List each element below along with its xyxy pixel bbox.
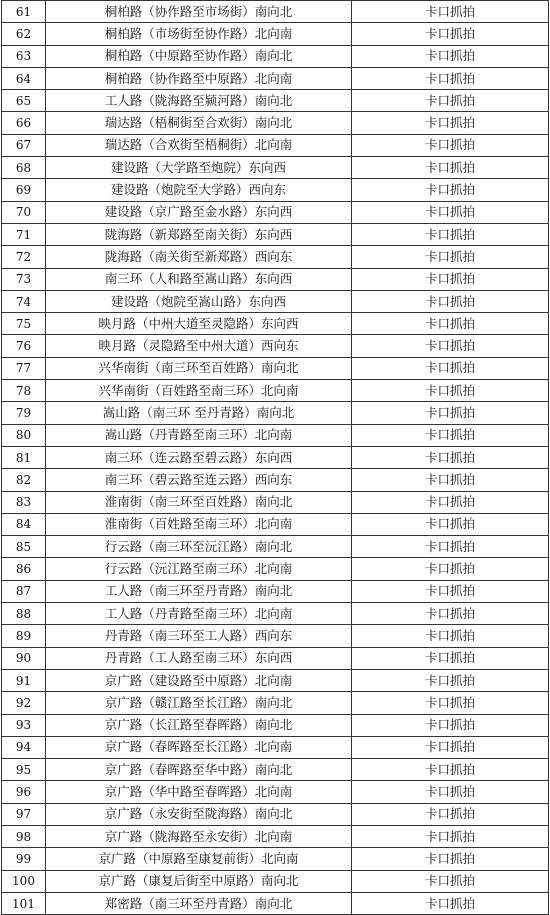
- table-row: [2, 848, 549, 870]
- table-row: [2, 491, 549, 513]
- road-section: 建设路（炮院至大学路）西向东: [46, 179, 352, 201]
- road-section: 工人路（陇海路至颍河路）南向北: [46, 90, 352, 112]
- row-number: 65: [2, 90, 46, 112]
- capture-method: 卡口抓拍: [352, 513, 549, 535]
- row-number: 79: [2, 402, 46, 424]
- capture-method: 卡口抓拍: [352, 179, 549, 201]
- capture-method: 卡口抓拍: [352, 580, 549, 602]
- row-number: 100: [2, 870, 46, 892]
- capture-method: 卡口抓拍: [352, 736, 549, 758]
- table-row: [2, 290, 549, 312]
- capture-method: 卡口抓拍: [352, 446, 549, 468]
- table-row: [2, 335, 549, 357]
- capture-method: 卡口抓拍: [352, 848, 549, 870]
- row-number: 84: [2, 513, 46, 535]
- road-section: 映月路（灵隐路至中州大道）西向东: [46, 335, 352, 357]
- table-row: [2, 825, 549, 847]
- road-section: 桐柏路（市场街至协作路）北向南: [46, 23, 352, 45]
- table-row: [2, 380, 549, 402]
- road-section: 兴华南街（百姓路至南三环）北向南: [46, 380, 352, 402]
- road-section: 京广路（华中路至春晖路）北向南: [46, 781, 352, 803]
- road-section: 南三环（碧云路至连云路）西向东: [46, 469, 352, 491]
- row-number: 71: [2, 223, 46, 245]
- table-row: [2, 669, 549, 691]
- capture-method: 卡口抓拍: [352, 357, 549, 379]
- table-row: [2, 402, 549, 424]
- row-number: 70: [2, 201, 46, 223]
- table-row: [2, 781, 549, 803]
- row-number: 73: [2, 268, 46, 290]
- road-section: 京广路（康复后街至中原路）南向北: [46, 870, 352, 892]
- capture-method: 卡口抓拍: [352, 335, 549, 357]
- table-row: [2, 625, 549, 647]
- road-section: 京广路（陇海路至永安街）北向南: [46, 825, 352, 847]
- table-row: [2, 469, 549, 491]
- row-number: 76: [2, 335, 46, 357]
- road-section: 建设路（京广路至金水路）东向西: [46, 201, 352, 223]
- capture-method: 卡口抓拍: [352, 625, 549, 647]
- road-section: 行云路（沅江路至南三环）北向南: [46, 558, 352, 580]
- row-number: 62: [2, 23, 46, 45]
- table-row: [2, 736, 549, 758]
- table-row: [2, 647, 549, 669]
- table-row: [2, 45, 549, 67]
- row-number: 81: [2, 446, 46, 468]
- row-number: 86: [2, 558, 46, 580]
- capture-method: 卡口抓拍: [352, 290, 549, 312]
- table-row: [2, 357, 549, 379]
- row-number: 99: [2, 848, 46, 870]
- capture-method: 卡口抓拍: [352, 201, 549, 223]
- table-row: [2, 67, 549, 89]
- table-row: [2, 246, 549, 268]
- row-number: 80: [2, 424, 46, 446]
- road-section: 京广路（春晖路至长江路）北向南: [46, 736, 352, 758]
- capture-method: 卡口抓拍: [352, 67, 549, 89]
- road-section: 兴华南街（南三环至百姓路）南向北: [46, 357, 352, 379]
- road-section: 桐柏路（协作路至中原路）北向南: [46, 67, 352, 89]
- capture-method: 卡口抓拍: [352, 268, 549, 290]
- capture-method: 卡口抓拍: [352, 647, 549, 669]
- row-number: 72: [2, 246, 46, 268]
- capture-method: 卡口抓拍: [352, 491, 549, 513]
- row-number: 67: [2, 134, 46, 156]
- row-number: 91: [2, 669, 46, 691]
- road-section: 陇海路（新郑路至南关街）东向西: [46, 223, 352, 245]
- capture-method: 卡口抓拍: [352, 246, 549, 268]
- row-number: 78: [2, 380, 46, 402]
- road-section: 丹青路（工人路至南三环）东向西: [46, 647, 352, 669]
- road-section: 瑞达路（梧桐街至合欢街）南向北: [46, 112, 352, 134]
- capture-method: 卡口抓拍: [352, 558, 549, 580]
- row-number: 68: [2, 157, 46, 179]
- road-section: 嵩山路（南三环 至丹青路）南向北: [46, 402, 352, 424]
- row-number: 82: [2, 469, 46, 491]
- capture-method: 卡口抓拍: [352, 90, 549, 112]
- table-row: [2, 446, 549, 468]
- road-section: 京广路（中原路至康复前街）北向南: [46, 848, 352, 870]
- row-number: 64: [2, 67, 46, 89]
- road-section: 京广路（长江路至春晖路）南向北: [46, 714, 352, 736]
- table-row: [2, 870, 549, 892]
- road-section: 京广路（建设路至中原路）北向南: [46, 669, 352, 691]
- table-row: [2, 90, 549, 112]
- road-section: 桐柏路（中原路至协作路）南向北: [46, 45, 352, 67]
- capture-method: 卡口抓拍: [352, 536, 549, 558]
- row-number: 89: [2, 625, 46, 647]
- row-number: 85: [2, 536, 46, 558]
- capture-method: 卡口抓拍: [352, 603, 549, 625]
- table-row: [2, 803, 549, 825]
- capture-method: 卡口抓拍: [352, 825, 549, 847]
- table-row: [2, 692, 549, 714]
- table-row: [2, 23, 549, 45]
- capture-method: 卡口抓拍: [352, 313, 549, 335]
- row-number: 87: [2, 580, 46, 602]
- capture-method: 卡口抓拍: [352, 223, 549, 245]
- table-row: [2, 759, 549, 781]
- road-section: 淮南街（百姓路至南三环）北向南: [46, 513, 352, 535]
- road-section: 工人路（南三环至丹青路）南向北: [46, 580, 352, 602]
- row-number: 93: [2, 714, 46, 736]
- road-section: 京广路（春晖路至华中路）南向北: [46, 759, 352, 781]
- row-number: 97: [2, 803, 46, 825]
- table-row: [2, 134, 549, 156]
- row-number: 77: [2, 357, 46, 379]
- row-number: 74: [2, 290, 46, 312]
- row-number: 75: [2, 313, 46, 335]
- road-section: 郑密路（南三环至丹青路）南向北: [46, 892, 352, 914]
- road-section: 工人路（丹青路至南三环）北向南: [46, 603, 352, 625]
- table-body: [2, 1, 549, 915]
- row-number: 66: [2, 112, 46, 134]
- camera-location-table: [1, 0, 549, 915]
- table-row: [2, 268, 549, 290]
- road-section: 南三环（连云路至碧云路）东向西: [46, 446, 352, 468]
- road-section: 丹青路（南三环至工人路）西向东: [46, 625, 352, 647]
- table-row: [2, 179, 549, 201]
- table-row: [2, 1, 549, 23]
- row-number: 83: [2, 491, 46, 513]
- capture-method: 卡口抓拍: [352, 1, 549, 23]
- table-row: [2, 580, 549, 602]
- road-section: 建设路（大学路至炮院）东向西: [46, 157, 352, 179]
- table-row: [2, 603, 549, 625]
- row-number: 101: [2, 892, 46, 914]
- capture-method: 卡口抓拍: [352, 380, 549, 402]
- table-row: [2, 424, 549, 446]
- table-row: [2, 714, 549, 736]
- road-section: 南三环（人和路至嵩山路）东向西: [46, 268, 352, 290]
- capture-method: 卡口抓拍: [352, 669, 549, 691]
- capture-method: 卡口抓拍: [352, 692, 549, 714]
- road-section: 淮南街（南三环至百姓路）南向北: [46, 491, 352, 513]
- row-number: 63: [2, 45, 46, 67]
- capture-method: 卡口抓拍: [352, 424, 549, 446]
- capture-method: 卡口抓拍: [352, 45, 549, 67]
- road-section: 映月路（中州大道至灵隐路）东向西: [46, 313, 352, 335]
- capture-method: 卡口抓拍: [352, 781, 549, 803]
- table-row: [2, 201, 549, 223]
- capture-method: 卡口抓拍: [352, 469, 549, 491]
- row-number: 96: [2, 781, 46, 803]
- road-section: 京广路（永安街至陇海路）南向北: [46, 803, 352, 825]
- table-row: [2, 892, 549, 914]
- capture-method: 卡口抓拍: [352, 759, 549, 781]
- capture-method: 卡口抓拍: [352, 112, 549, 134]
- table-row: [2, 558, 549, 580]
- row-number: 95: [2, 759, 46, 781]
- table-row: [2, 513, 549, 535]
- road-section: 京广路（赣江路至长江路）南向北: [46, 692, 352, 714]
- road-section: 嵩山路（丹青路至南三环）北向南: [46, 424, 352, 446]
- capture-method: 卡口抓拍: [352, 870, 549, 892]
- row-number: 88: [2, 603, 46, 625]
- table-row: [2, 536, 549, 558]
- table-row: [2, 112, 549, 134]
- capture-method: 卡口抓拍: [352, 402, 549, 424]
- row-number: 90: [2, 647, 46, 669]
- capture-method: 卡口抓拍: [352, 134, 549, 156]
- road-section: 陇海路（南关街至新郑路）西向东: [46, 246, 352, 268]
- row-number: 69: [2, 179, 46, 201]
- row-number: 61: [2, 1, 46, 23]
- capture-method: 卡口抓拍: [352, 714, 549, 736]
- capture-method: 卡口抓拍: [352, 803, 549, 825]
- row-number: 98: [2, 825, 46, 847]
- table-row: [2, 313, 549, 335]
- table-row: [2, 223, 549, 245]
- road-section: 建设路（炮院至嵩山路）东向西: [46, 290, 352, 312]
- row-number: 94: [2, 736, 46, 758]
- capture-method: 卡口抓拍: [352, 23, 549, 45]
- road-section: 桐柏路（协作路至市场街）南向北: [46, 1, 352, 23]
- table-row: [2, 157, 549, 179]
- row-number: 92: [2, 692, 46, 714]
- road-section: 行云路（南三环至沅江路）南向北: [46, 536, 352, 558]
- capture-method: 卡口抓拍: [352, 892, 549, 914]
- road-section: 瑞达路（合欢街至梧桐街）北向南: [46, 134, 352, 156]
- capture-method: 卡口抓拍: [352, 157, 549, 179]
